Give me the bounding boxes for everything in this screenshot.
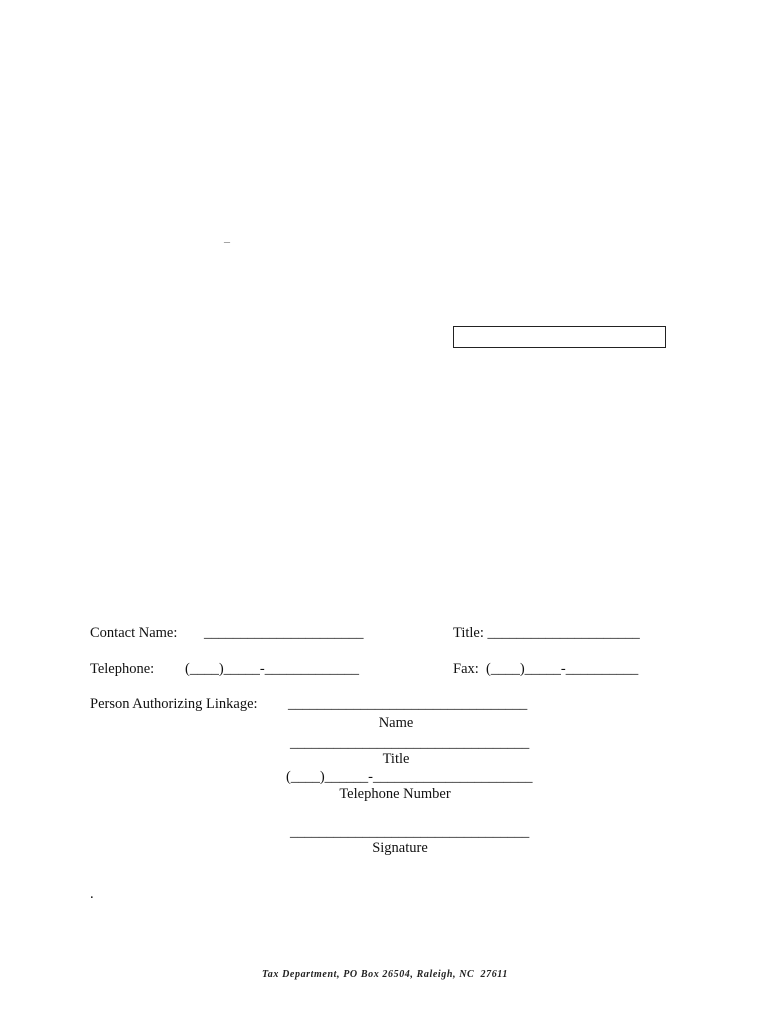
authorizer-phone-caption: Telephone Number (339, 786, 451, 802)
title-field[interactable]: Title: _____________________ (453, 625, 640, 641)
fax-field[interactable]: Fax: (____)_____-__________ (453, 661, 639, 677)
person-authorizing-label: Person Authorizing Linkage: (90, 696, 258, 712)
signature-field[interactable]: _________________________________ (290, 824, 530, 840)
authorizer-title-caption: Title (382, 751, 410, 767)
telephone-label: Telephone: (90, 661, 155, 677)
authorizer-name-field[interactable]: _________________________________ (288, 696, 528, 712)
contact-name-field[interactable]: ______________________ (204, 625, 364, 641)
signature-caption: Signature (372, 840, 428, 856)
authorizer-phone-field[interactable]: (____)______-______________________ (286, 769, 533, 785)
authorizer-name-caption: Name (378, 715, 414, 731)
contact-name-label: Contact Name: (90, 625, 178, 641)
telephone-field[interactable]: (____)_____-_____________ (185, 661, 359, 677)
header-entry-box[interactable] (453, 326, 666, 348)
footer-address: Tax Department, PO Box 26504, Raleigh, NC 27611 (262, 969, 508, 980)
trailing-dot: . (90, 886, 94, 902)
authorizer-title-field[interactable]: _________________________________ (290, 735, 530, 751)
stray-dash-mark: _ (224, 230, 230, 244)
